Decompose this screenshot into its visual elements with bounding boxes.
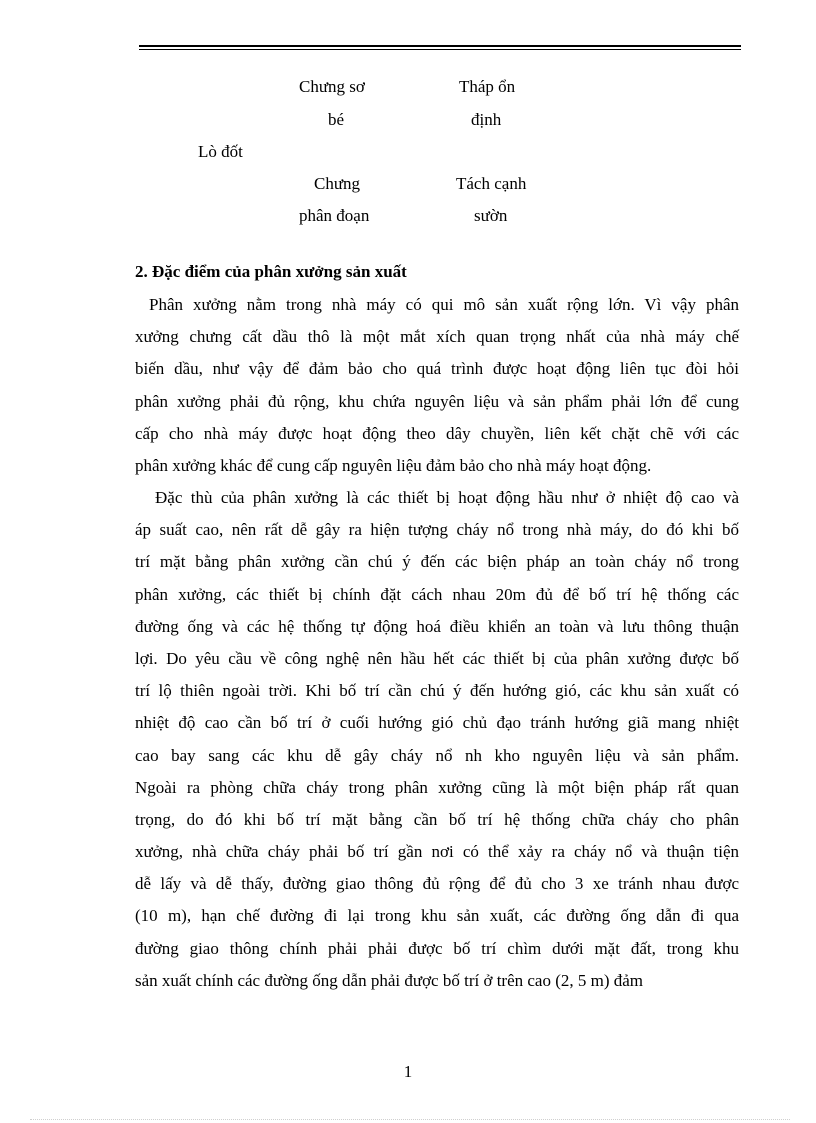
paragraph-line: dễ lấy và dễ thấy, đường giao thông đủ rộng để đủ cho 3 xe tránh nhau được [135,874,739,894]
diagram-label-chung-so-be-1: Chưng sơ [299,77,365,96]
paragraph-line: phân xưởng khác để cung cấp nguyên liệu đảm bảo cho nhà máy hoạt động. [135,455,652,475]
paragraph-line: đường giao thông chính phải phải được bố trí chìm dưới mặt đất, trong khu [135,938,739,958]
diagram-label-chung-phan-doan-2: phân đoạn [299,206,370,225]
paragraph-line: Phân xưởng nằm trong nhà máy có qui mô sản xuất rộng lớn. Vì vậy phân [149,295,739,314]
page-bottom-divider [30,1119,790,1120]
diagram-label-thap-on-dinh-2: định [471,110,502,129]
paragraph-1 [135,289,739,482]
paragraph-line: cấp cho nhà máy được hoạt động theo dây chuyền, liên kết chặt chẽ với các [135,423,739,443]
paragraph-line: Ngoài ra phòng chữa cháy trong phân xưởng cũng là một biện pháp rất quan [135,777,739,797]
paragraph-line: xưởng, nhà chữa cháy phải bố trí gần nơi có thể xảy ra cháy nổ và thuận tiện [135,842,739,862]
paragraph-line: trí lộ thiên ngoài trời. Khi bố trí cần chú ý đến hướng gió, các khu sản xuất có [135,681,739,701]
paragraph-line: trí mặt bằng phân xưởng cần chú ý đến các biện pháp an toàn cháy nổ trong [135,552,739,572]
paragraph-line: phân xưởng phải đủ rộng, khu chứa nguyên liệu và sản phẩm phải lớn để cung [135,391,739,411]
paragraph-2 [135,482,739,997]
paragraph-line: Đặc thù của phân xưởng là các thiết bị hoạt động hầu như ở nhiệt độ cao và [155,488,739,507]
diagram-label-tach-canh-suon-2: sườn [474,206,508,225]
paragraph-line: đường ống và các hệ thống tự động hoá điều khiển an toàn và lưu thông thuận [135,616,739,636]
paragraph-line: lợi. Do yêu cầu về công nghệ nên hầu hết các thiết bị của phân xưởng được bố [135,648,739,668]
diagram-label-lo-dot: Lò đốt [198,142,243,161]
paragraph-line: nhiệt độ cao cần bố trí ở cuối hướng gió chủ đạo tránh hướng giã mang nhiệt [135,713,739,733]
diagram-label-tach-canh-suon-1: Tách cạnh [456,174,527,193]
page-number: 1 [403,1062,413,1081]
paragraph-line: (10 m), hạn chế đường đi lại trong khu sản xuất, các đường ống dẫn đi qua [135,906,739,926]
diagram-label-chung-so-be-2: bé [328,110,345,129]
header-rule-thick [139,45,741,47]
diagram-label-chung-phan-doan-1: Chưng [314,174,361,193]
paragraph-line: sản xuất chính các đường ống dẫn phải được bố trí ở trên cao (2, 5 m) đảm [135,970,644,990]
paragraph-line: cao bay sang các khu dễ gây cháy nổ nh kho nguyên liệu và sản phẩm. [135,745,739,765]
paragraph-line: áp suất cao, nên rất dễ gây ra hiện tượng cháy nổ trong nhà máy, do đó khi bố [135,520,739,540]
section-heading: 2. Đặc điểm của phân xưởng sản xuất [135,262,407,281]
header-rule-thin [139,49,741,50]
paragraph-line: biến dầu, như vậy để đảm bảo cho quá trình được hoạt động liên tục đòi hỏi [135,359,739,379]
diagram-label-thap-on-dinh-1: Tháp ổn [459,77,516,96]
paragraph-line: trọng, do đó khi bố trí mặt bằng cần bố trí hệ thống chữa cháy cho phân [135,809,739,829]
paragraph-line: phân xưởng, các thiết bị chính đặt cách nhau 20m đủ để bố trí hệ thống các [135,584,739,604]
paragraph-line: xưởng chưng cất dầu thô là một mắt xích quan trọng nhất của nhà máy chế [135,327,739,347]
